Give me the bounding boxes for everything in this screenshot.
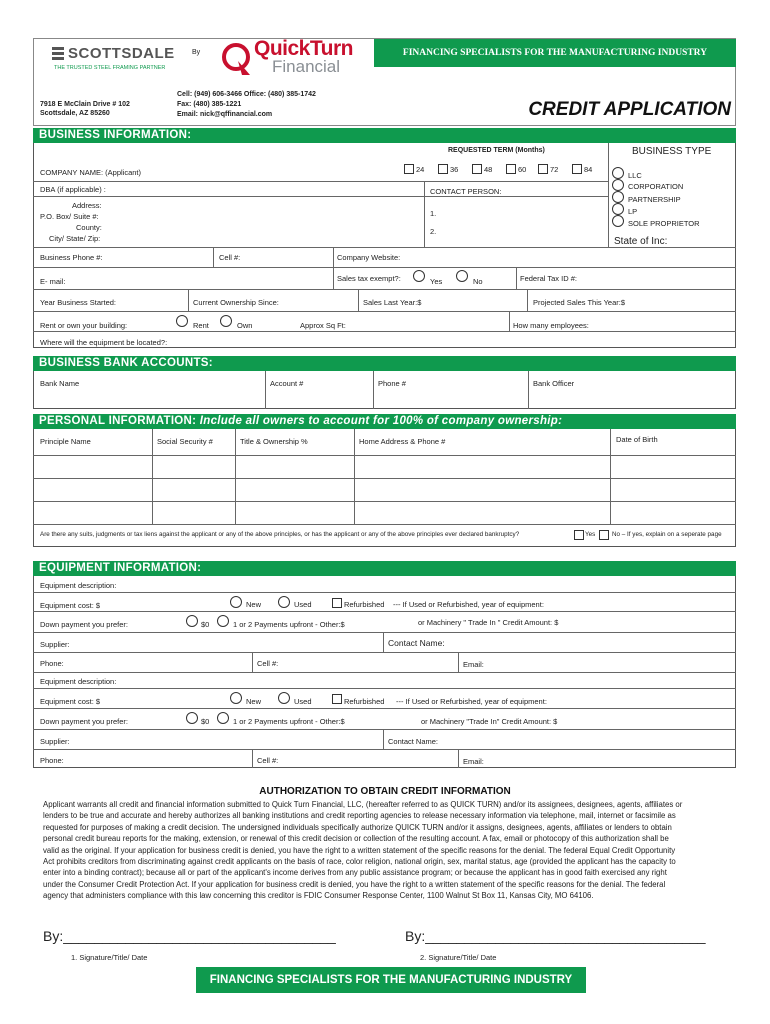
term-72-checkbox[interactable]	[538, 164, 548, 174]
equip2-used-label: Used	[294, 697, 312, 706]
authorization-line: under the Consumer Credit Protection Act. If your application for business credit is denied, you have the right to a written statement of the specific reasons for the denial. The federal	[43, 879, 666, 889]
equip2-new-label: New	[246, 697, 262, 706]
equip2-phone-label: Phone:	[40, 756, 64, 765]
authorization-line: Applicant warrants all credit and financial information submitted to Quick Turn Financial, LLC, (hereafter referred to as QUICK TURN) and/or its assignees, designees, agents, affiliates or	[43, 800, 683, 809]
contact-1-label: 1.	[430, 209, 437, 218]
scottsdale-logo	[52, 45, 192, 75]
company-website-label: Company Website:	[337, 253, 401, 262]
sales-projected-label: Projected Sales This Year:$	[533, 298, 626, 307]
bank-phone-label: Phone #	[378, 379, 406, 388]
rent-own-label: Rent or own your building:	[40, 321, 128, 330]
equipment-section-header: EQUIPMENT INFORMATION:	[33, 561, 736, 576]
quickturn-wordmark: QuickTurn	[254, 37, 353, 60]
tax-exempt-no-label: No	[473, 277, 483, 286]
footer-banner: FINANCING SPECIALISTS FOR THE MANUFACTURING INDUSTRY	[196, 967, 586, 993]
equip2-zero-radio[interactable]	[186, 712, 198, 724]
contact-email: Email: nick@qffinancial.com	[177, 111, 273, 118]
equip1-refurb-checkbox[interactable]	[332, 598, 342, 608]
suits-question: Are there any suits, judgments or tax liens against the applicant or any of the above principles, or has the applicant or any of the above principles ever declared bankruptcy?	[40, 531, 520, 538]
equip1-zero-radio[interactable]	[186, 615, 198, 627]
sales-last-year-label: Sales Last Year:$	[363, 298, 422, 307]
rent-label: Rent	[193, 321, 209, 330]
equip2-cost-label: Equipment cost: $	[40, 697, 101, 706]
company-name-label: COMPANY NAME: (Applicant)	[40, 168, 141, 177]
business-section-header: BUSINESS INFORMATION:	[33, 128, 736, 143]
principle-name-label: Principle Name	[40, 437, 91, 446]
suits-no-checkbox[interactable]	[599, 530, 609, 540]
address-line-1: 7918 E McClain Drive # 102	[40, 101, 130, 108]
authorization-line: personal credit bureau reports for the making, extension, or renewal of this credit decision or collection of the resulting account. A fax, email or photocopy of this authorization shall be	[43, 834, 669, 844]
signature-label-1: 1. Signature/Title/ Date	[71, 953, 148, 962]
suits-yes-checkbox[interactable]	[574, 530, 584, 540]
federal-tax-id-label: Federal Tax ID #:	[520, 274, 577, 283]
authorization-line: lenders to be true and accurate and hereby authorizes all banking institutions and credit reporting agencies to release necessary information via telephone, mail, internet or facsimile as	[43, 811, 676, 821]
account-label: Account #	[270, 379, 304, 388]
term-24-label: 24	[416, 165, 425, 174]
authorization-text	[43, 799, 713, 902]
authorization-line: valid as the original. If your application for business credit is denied, you have the right to a written statement of the specific reasons for the denial. The federal Equal Credit Opportunity	[43, 845, 676, 855]
equip1-supplier-label: Supplier:	[40, 640, 70, 649]
header	[33, 38, 736, 126]
bank-section	[33, 371, 736, 409]
equipment-location-label: Where will the equipment be located?:	[40, 338, 168, 347]
own-radio[interactable]	[220, 315, 232, 327]
requested-term-label: REQUESTED TERM (Months)	[448, 147, 545, 154]
employees-label: How many employees:	[513, 321, 589, 330]
equip1-used-radio[interactable]	[278, 596, 290, 608]
type-lp-label: LP	[628, 207, 638, 216]
tax-exempt-yes-label: Yes	[430, 277, 443, 286]
business-phone-label: Business Phone #:	[40, 253, 103, 262]
equip2-description-label: Equipment description:	[40, 677, 117, 686]
ssn-label: Social Security #	[157, 437, 213, 446]
equip1-phone-label: Phone:	[40, 659, 64, 668]
personal-section	[33, 429, 736, 547]
equip1-tradein-label: or Machinery " Trade In " Credit Amount: $	[418, 618, 559, 627]
equip1-cost-label: Equipment cost: $	[40, 601, 101, 610]
authorization-line: Act prohibits creditors from discriminating against credit applicants on the basis of race, color religion, national origin, sex, marital status, age (provided the applicant has the capacity to	[43, 857, 676, 867]
equip1-new-label: New	[246, 600, 262, 609]
equip2-cell-label: Cell #:	[257, 756, 279, 765]
term-60-label: 60	[518, 165, 527, 174]
type-corporation-label: CORPORATION	[628, 182, 684, 191]
county-label: County:	[76, 223, 102, 232]
term-36-checkbox[interactable]	[438, 164, 448, 174]
equip2-refurb-checkbox[interactable]	[332, 694, 342, 704]
type-partnership-radio[interactable]	[612, 191, 624, 203]
equip1-contact-label: Contact Name:	[388, 638, 445, 648]
term-48-checkbox[interactable]	[472, 164, 482, 174]
equip2-payments-label: 1 or 2 Payments upfront - Other:$	[233, 717, 345, 726]
type-corporation-radio[interactable]	[612, 179, 624, 191]
signature-label-2: 2. Signature/Title/ Date	[420, 953, 497, 962]
bank-name-label: Bank Name	[40, 379, 80, 388]
scottsdale-wordmark: SCOTTSDALE	[68, 45, 175, 62]
approx-sqft-label: Approx Sq Ft:	[300, 321, 346, 330]
equip2-new-radio[interactable]	[230, 692, 242, 704]
address-line-2: Scottsdale, AZ 85260	[40, 110, 110, 117]
tax-exempt-label: Sales tax exempt?:	[337, 274, 401, 283]
signature-line-1[interactable]: By:___________________________________	[43, 928, 336, 944]
dba-label: DBA (if applicable) :	[40, 185, 106, 194]
term-72-label: 72	[550, 165, 559, 174]
type-llc-label: LLC	[628, 171, 642, 180]
contact-person-label: CONTACT PERSON:	[430, 187, 502, 196]
tax-exempt-no-radio[interactable]	[456, 270, 468, 282]
scottsdale-mark-icon	[52, 47, 64, 61]
authorization-line: enter into a binding contract); because all or part of the applicant's income derives from any public assistance program; or because the applicant has in good faith exercised any right	[43, 868, 667, 878]
personal-section-note: Include all owners to account for 100% of company ownership:	[199, 415, 563, 427]
type-sole-proprietor-label: SOLE PROPRIETOR	[628, 219, 700, 228]
type-partnership-label: PARTNERSHIP	[628, 195, 681, 204]
authorization-title: AUTHORIZATION TO OBTAIN CREDIT INFORMATION	[259, 786, 511, 797]
signature-line-2[interactable]: By:____________________________________	[405, 928, 706, 944]
po-box-label: P.O. Box/ Suite #:	[40, 212, 99, 221]
bank-officer-label: Bank Officer	[533, 379, 575, 388]
equip1-refurb-label: Refurbished	[344, 600, 385, 609]
term-36-label: 36	[450, 165, 459, 174]
equip1-cell-label: Cell #:	[257, 659, 279, 668]
contact-fax: Fax: (480) 385-1221	[177, 101, 242, 108]
equip2-refurb-label: Refurbished	[344, 697, 385, 706]
year-started-label: Year Business Started:	[40, 298, 117, 307]
state-of-inc-label: State of Inc:	[614, 236, 668, 247]
equip2-email-label: Email:	[463, 757, 484, 766]
quickturn-mark-icon	[220, 39, 256, 79]
by-label: By	[192, 49, 201, 56]
business-cell-label: Cell #:	[219, 253, 241, 262]
quickturn-financial: Financial	[272, 57, 341, 76]
ownership-since-label: Current Ownership Since:	[193, 298, 279, 307]
equip2-tradein-label: or Machinery "Trade In" Credit Amount: $	[421, 717, 558, 726]
tax-exempt-yes-radio[interactable]	[413, 270, 425, 282]
equip1-description-label: Equipment description:	[40, 581, 117, 590]
term-48-label: 48	[484, 165, 493, 174]
equip1-refurb-note: --- If Used or Refurbished, year of equipment:	[393, 600, 544, 609]
equip2-refurb-note: --- If Used or Refurbished, year of equipment:	[396, 697, 547, 706]
equip2-used-radio[interactable]	[278, 692, 290, 704]
personal-section-title: PERSONAL INFORMATION:	[39, 415, 197, 427]
equip2-zero-label: $0	[201, 717, 210, 726]
term-24-checkbox[interactable]	[404, 164, 414, 174]
contact-2-label: 2.	[430, 227, 437, 236]
type-sole-proprietor-radio[interactable]	[612, 215, 624, 227]
suits-yes-label: Yes	[585, 531, 596, 538]
type-llc-radio[interactable]	[612, 167, 624, 179]
authorization-line: requested for purposes of making a credit decision. The undersigned individuals specifically authorize QUICK TURN and/or it assigns, designees, agents, affiliates or lenders to obtain	[43, 822, 672, 832]
personal-section-header	[33, 414, 736, 429]
header-banner: FINANCING SPECIALISTS FOR THE MANUFACTURING INDUSTRY	[374, 39, 736, 67]
equip1-used-label: Used	[294, 600, 312, 609]
business-type-label: BUSINESS TYPE	[632, 146, 712, 157]
email-label: E- mail:	[40, 277, 66, 286]
city-state-zip-label: City/ State/ Zip:	[49, 234, 101, 243]
authorization-line: agency that administers compliance with this law concerning this creditor is FDIC Consumer Response Center, 1100 Walnut St Box 11, Kansas City, MO 64106.	[43, 891, 594, 901]
scottsdale-tagline: THE TRUSTED STEEL FRAMING PARTNER	[54, 65, 166, 71]
equip1-down-label: Down payment you prefer:	[40, 620, 128, 629]
term-84-checkbox[interactable]	[572, 164, 582, 174]
quickturn-logo	[220, 39, 370, 79]
equip2-down-label: Down payment you prefer:	[40, 717, 128, 726]
term-60-checkbox[interactable]	[506, 164, 516, 174]
page-title: CREDIT APPLICATION	[528, 99, 731, 120]
equip2-contact-label: Contact Name:	[388, 737, 439, 746]
title-ownership-label: Title & Ownership %	[240, 437, 308, 446]
equip2-payments-radio[interactable]	[217, 712, 229, 724]
term-84-label: 84	[584, 165, 593, 174]
equip2-supplier-label: Supplier:	[40, 737, 70, 746]
bank-section-header: BUSINESS BANK ACCOUNTS:	[33, 356, 736, 371]
home-address-label: Home Address & Phone #	[359, 437, 446, 446]
contact-phone: Cell: (949) 606-3466 Office: (480) 385-1742	[177, 91, 316, 98]
rent-radio[interactable]	[176, 315, 188, 327]
equip1-email-label: Email:	[463, 660, 484, 669]
date-of-birth-label: Date of Birth	[616, 435, 658, 444]
equip1-payments-label: 1 or 2 Payments upfront - Other:$	[233, 620, 345, 629]
type-lp-radio[interactable]	[612, 203, 624, 215]
address-label: Address:	[72, 201, 102, 210]
equip1-payments-radio[interactable]	[217, 615, 229, 627]
own-label: Own	[237, 321, 253, 330]
equip1-new-radio[interactable]	[230, 596, 242, 608]
suits-no-label: No – If yes, explain on a seperate page	[612, 531, 722, 538]
equip1-zero-label: $0	[201, 620, 210, 629]
